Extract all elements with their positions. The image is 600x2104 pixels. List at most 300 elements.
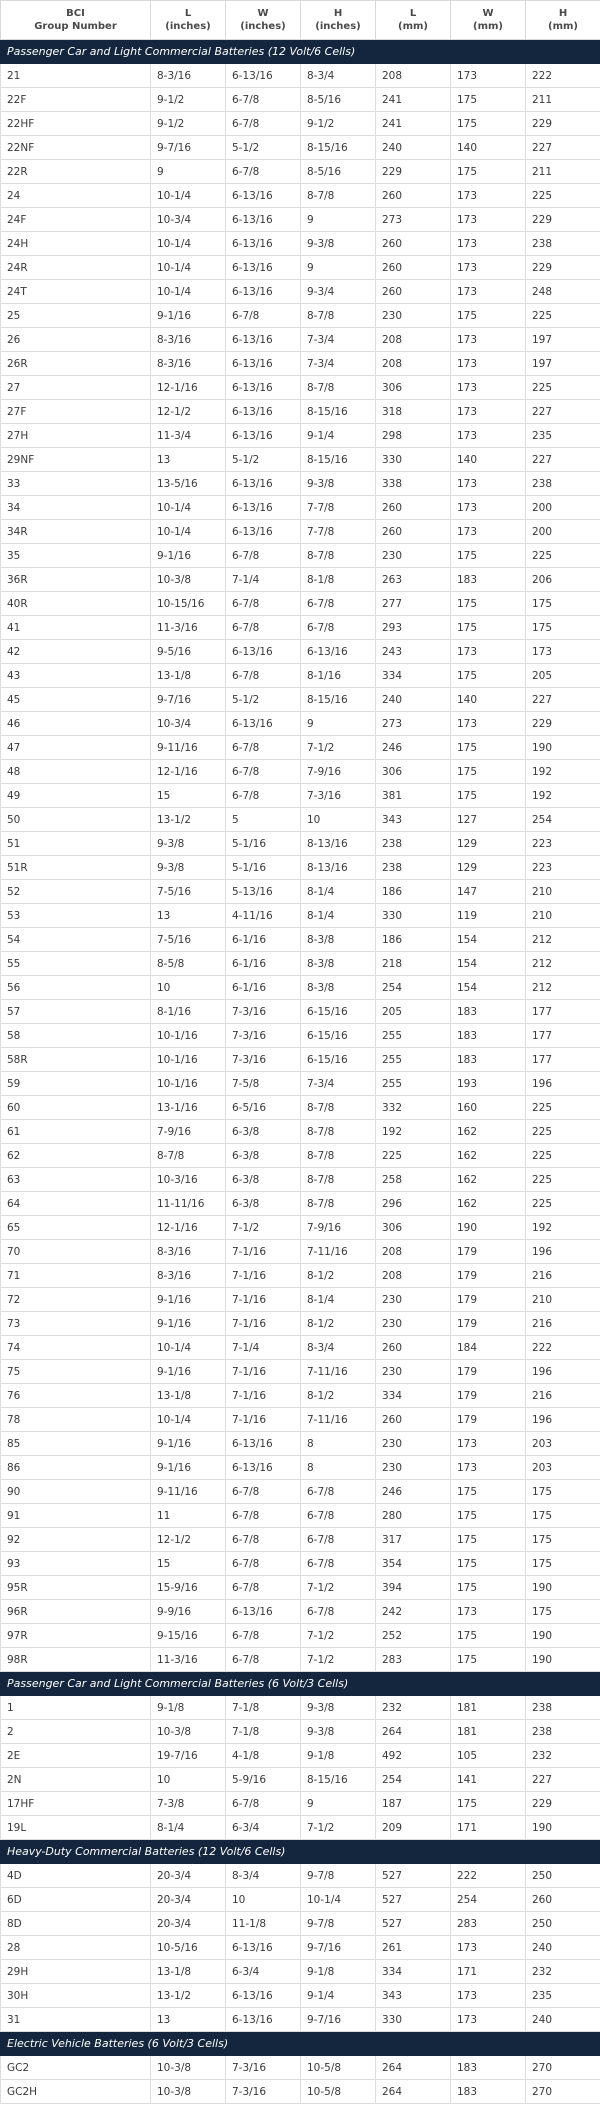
cell-group-number: 6D xyxy=(1,1888,151,1912)
table-row xyxy=(1,280,600,304)
cell-width-in: 4-11/16 xyxy=(226,904,301,928)
cell-length-in: 8-3/16 xyxy=(151,328,226,352)
cell-width-mm: 175 xyxy=(451,760,526,784)
cell-length-in: 13-1/8 xyxy=(151,1960,226,1984)
cell-height-in: 6-15/16 xyxy=(301,1000,376,1024)
cell-width-in: 7-1/2 xyxy=(226,1216,301,1240)
cell-length-mm: 261 xyxy=(376,1936,451,1960)
header-label: L xyxy=(380,7,446,20)
cell-height-in: 8-3/8 xyxy=(301,952,376,976)
cell-width-mm: 105 xyxy=(451,1744,526,1768)
cell-height-mm: 211 xyxy=(526,160,600,184)
cell-height-in: 8-7/8 xyxy=(301,1192,376,1216)
header-unit: (inches) xyxy=(305,20,371,33)
cell-height-in: 9 xyxy=(301,712,376,736)
cell-height-mm: 225 xyxy=(526,376,600,400)
cell-height-mm: 196 xyxy=(526,1360,600,1384)
cell-group-number: 86 xyxy=(1,1456,151,1480)
cell-height-in: 8-15/16 xyxy=(301,136,376,160)
cell-group-number: 27F xyxy=(1,400,151,424)
cell-length-mm: 273 xyxy=(376,208,451,232)
cell-group-number: 85 xyxy=(1,1432,151,1456)
cell-length-mm: 330 xyxy=(376,2008,451,2032)
cell-group-number: 24 xyxy=(1,184,151,208)
cell-length-mm: 394 xyxy=(376,1576,451,1600)
cell-width-in: 6-13/16 xyxy=(226,520,301,544)
cell-length-in: 10-3/8 xyxy=(151,1720,226,1744)
cell-width-mm: 154 xyxy=(451,952,526,976)
cell-height-mm: 227 xyxy=(526,400,600,424)
cell-width-mm: 173 xyxy=(451,400,526,424)
cell-height-in: 8-1/8 xyxy=(301,568,376,592)
table-row xyxy=(1,1360,600,1384)
cell-height-in: 7-1/2 xyxy=(301,1624,376,1648)
table-row xyxy=(1,880,600,904)
cell-width-in: 7-1/8 xyxy=(226,1720,301,1744)
cell-width-mm: 179 xyxy=(451,1408,526,1432)
cell-length-mm: 254 xyxy=(376,1768,451,1792)
cell-height-in: 7-3/4 xyxy=(301,352,376,376)
table-body xyxy=(1,40,600,2104)
cell-width-in: 7-3/16 xyxy=(226,1000,301,1024)
cell-height-in: 9-7/16 xyxy=(301,1936,376,1960)
cell-width-in: 8-3/4 xyxy=(226,1864,301,1888)
cell-length-in: 10-1/4 xyxy=(151,520,226,544)
cell-group-number: 24R xyxy=(1,256,151,280)
cell-length-mm: 241 xyxy=(376,112,451,136)
cell-height-mm: 196 xyxy=(526,1408,600,1432)
table-row xyxy=(1,1144,600,1168)
cell-height-mm: 225 xyxy=(526,1192,600,1216)
table-row xyxy=(1,832,600,856)
cell-width-mm: 179 xyxy=(451,1312,526,1336)
cell-width-in: 6-3/8 xyxy=(226,1144,301,1168)
cell-height-mm: 235 xyxy=(526,424,600,448)
section-header-row xyxy=(1,40,600,64)
cell-height-in: 6-15/16 xyxy=(301,1024,376,1048)
cell-length-mm: 273 xyxy=(376,712,451,736)
cell-width-mm: 173 xyxy=(451,376,526,400)
cell-group-number: 98R xyxy=(1,1648,151,1672)
cell-height-mm: 192 xyxy=(526,784,600,808)
cell-length-mm: 260 xyxy=(376,232,451,256)
cell-width-in: 6-5/16 xyxy=(226,1096,301,1120)
cell-width-in: 6-13/16 xyxy=(226,352,301,376)
section-header-row xyxy=(1,1672,600,1696)
table-row xyxy=(1,1168,600,1192)
header-label: BCI xyxy=(5,7,146,20)
cell-width-mm: 129 xyxy=(451,856,526,880)
cell-height-in: 6-7/8 xyxy=(301,592,376,616)
section-title: Passenger Car and Light Commercial Batteries (12 Volt/6 Cells) xyxy=(1,40,600,64)
cell-group-number: 45 xyxy=(1,688,151,712)
header-length-in xyxy=(151,1,226,40)
cell-length-in: 10-1/4 xyxy=(151,280,226,304)
cell-length-in: 12-1/16 xyxy=(151,760,226,784)
cell-height-in: 8-7/8 xyxy=(301,1144,376,1168)
cell-width-in: 5-13/16 xyxy=(226,880,301,904)
cell-length-in: 10-15/16 xyxy=(151,592,226,616)
table-row xyxy=(1,1504,600,1528)
cell-width-in: 6-7/8 xyxy=(226,88,301,112)
cell-height-in: 8-13/16 xyxy=(301,832,376,856)
cell-group-number: 28 xyxy=(1,1936,151,1960)
cell-width-mm: 175 xyxy=(451,1792,526,1816)
cell-group-number: 58 xyxy=(1,1024,151,1048)
cell-height-mm: 216 xyxy=(526,1384,600,1408)
table-row xyxy=(1,2056,600,2080)
cell-height-mm: 222 xyxy=(526,1336,600,1360)
header-length-mm xyxy=(376,1,451,40)
header-unit: (mm) xyxy=(455,20,521,33)
cell-height-in: 8-7/8 xyxy=(301,376,376,400)
table-row xyxy=(1,232,600,256)
table-row xyxy=(1,1480,600,1504)
table-row xyxy=(1,160,600,184)
cell-width-in: 5-1/16 xyxy=(226,856,301,880)
cell-width-in: 6-7/8 xyxy=(226,736,301,760)
cell-length-in: 8-7/8 xyxy=(151,1144,226,1168)
cell-width-mm: 175 xyxy=(451,544,526,568)
cell-width-in: 6-13/16 xyxy=(226,496,301,520)
cell-width-in: 6-13/16 xyxy=(226,328,301,352)
cell-width-mm: 193 xyxy=(451,1072,526,1096)
cell-height-mm: 173 xyxy=(526,640,600,664)
cell-height-in: 7-1/2 xyxy=(301,1648,376,1672)
section-title: Passenger Car and Light Commercial Batteries (6 Volt/3 Cells) xyxy=(1,1672,600,1696)
cell-width-in: 6-3/8 xyxy=(226,1120,301,1144)
cell-width-mm: 175 xyxy=(451,616,526,640)
cell-width-mm: 175 xyxy=(451,1480,526,1504)
table-row xyxy=(1,1768,600,1792)
cell-length-in: 7-3/8 xyxy=(151,1792,226,1816)
table-row xyxy=(1,304,600,328)
cell-width-mm: 179 xyxy=(451,1360,526,1384)
header-height-mm xyxy=(526,1,600,40)
cell-height-in: 7-7/8 xyxy=(301,520,376,544)
table-row xyxy=(1,856,600,880)
table-row xyxy=(1,184,600,208)
cell-length-mm: 330 xyxy=(376,448,451,472)
cell-length-in: 10-1/4 xyxy=(151,1408,226,1432)
table-row xyxy=(1,2080,600,2104)
cell-width-in: 6-7/8 xyxy=(226,1576,301,1600)
cell-group-number: 72 xyxy=(1,1288,151,1312)
table-row xyxy=(1,64,600,88)
cell-height-mm: 210 xyxy=(526,904,600,928)
cell-width-in: 7-1/16 xyxy=(226,1360,301,1384)
cell-length-mm: 208 xyxy=(376,1240,451,1264)
cell-height-in: 7-7/8 xyxy=(301,496,376,520)
cell-length-mm: 230 xyxy=(376,1288,451,1312)
cell-group-number: 62 xyxy=(1,1144,151,1168)
cell-length-mm: 260 xyxy=(376,280,451,304)
cell-length-mm: 260 xyxy=(376,256,451,280)
table-row xyxy=(1,1816,600,1840)
cell-width-mm: 283 xyxy=(451,1912,526,1936)
cell-width-in: 7-5/8 xyxy=(226,1072,301,1096)
table-row xyxy=(1,1744,600,1768)
cell-height-mm: 225 xyxy=(526,1144,600,1168)
cell-length-mm: 232 xyxy=(376,1696,451,1720)
cell-group-number: 2E xyxy=(1,1744,151,1768)
cell-width-in: 7-1/16 xyxy=(226,1408,301,1432)
cell-length-in: 9-1/16 xyxy=(151,1312,226,1336)
cell-width-in: 5-1/2 xyxy=(226,448,301,472)
cell-width-mm: 173 xyxy=(451,1456,526,1480)
cell-height-mm: 260 xyxy=(526,1888,600,1912)
table-row xyxy=(1,448,600,472)
cell-length-mm: 317 xyxy=(376,1528,451,1552)
cell-length-in: 8-1/16 xyxy=(151,1000,226,1024)
cell-length-mm: 381 xyxy=(376,784,451,808)
cell-width-mm: 173 xyxy=(451,328,526,352)
cell-width-in: 6-3/8 xyxy=(226,1192,301,1216)
cell-width-mm: 175 xyxy=(451,304,526,328)
cell-width-mm: 173 xyxy=(451,424,526,448)
cell-width-in: 5-1/16 xyxy=(226,832,301,856)
cell-length-mm: 186 xyxy=(376,880,451,904)
cell-width-mm: 127 xyxy=(451,808,526,832)
cell-height-in: 9-1/8 xyxy=(301,1960,376,1984)
cell-height-mm: 190 xyxy=(526,736,600,760)
cell-width-in: 5-1/2 xyxy=(226,136,301,160)
cell-height-in: 9-7/8 xyxy=(301,1864,376,1888)
cell-group-number: 61 xyxy=(1,1120,151,1144)
table-row xyxy=(1,1600,600,1624)
section-title: Heavy-Duty Commercial Batteries (12 Volt/6 Cells) xyxy=(1,1840,600,1864)
cell-width-mm: 173 xyxy=(451,352,526,376)
cell-length-mm: 260 xyxy=(376,1408,451,1432)
cell-group-number: 52 xyxy=(1,880,151,904)
cell-height-in: 6-7/8 xyxy=(301,1552,376,1576)
header-label: H xyxy=(305,7,371,20)
table-row xyxy=(1,1072,600,1096)
table-row xyxy=(1,1960,600,1984)
cell-length-in: 9-15/16 xyxy=(151,1624,226,1648)
cell-height-mm: 227 xyxy=(526,1768,600,1792)
table-row xyxy=(1,1408,600,1432)
cell-length-mm: 527 xyxy=(376,1912,451,1936)
cell-width-mm: 162 xyxy=(451,1120,526,1144)
cell-length-in: 10 xyxy=(151,1768,226,1792)
cell-group-number: 71 xyxy=(1,1264,151,1288)
cell-height-mm: 232 xyxy=(526,1960,600,1984)
cell-height-in: 7-1/2 xyxy=(301,1816,376,1840)
cell-width-in: 6-3/4 xyxy=(226,1816,301,1840)
cell-length-mm: 218 xyxy=(376,952,451,976)
cell-height-mm: 210 xyxy=(526,1288,600,1312)
cell-length-mm: 240 xyxy=(376,688,451,712)
cell-length-mm: 230 xyxy=(376,304,451,328)
cell-group-number: 54 xyxy=(1,928,151,952)
cell-group-number: 27H xyxy=(1,424,151,448)
cell-width-in: 6-1/16 xyxy=(226,928,301,952)
cell-width-in: 4-1/8 xyxy=(226,1744,301,1768)
cell-height-in: 6-15/16 xyxy=(301,1048,376,1072)
table-row xyxy=(1,1432,600,1456)
cell-group-number: 65 xyxy=(1,1216,151,1240)
header-unit: (inches) xyxy=(155,20,221,33)
cell-width-mm: 173 xyxy=(451,712,526,736)
cell-height-in: 7-1/2 xyxy=(301,736,376,760)
cell-height-in: 9 xyxy=(301,208,376,232)
cell-width-mm: 175 xyxy=(451,784,526,808)
cell-width-mm: 183 xyxy=(451,2080,526,2104)
cell-length-in: 13 xyxy=(151,904,226,928)
cell-width-in: 5-9/16 xyxy=(226,1768,301,1792)
cell-length-mm: 240 xyxy=(376,136,451,160)
cell-width-in: 6-7/8 xyxy=(226,664,301,688)
cell-height-in: 8-7/8 xyxy=(301,544,376,568)
cell-width-mm: 173 xyxy=(451,208,526,232)
cell-height-mm: 232 xyxy=(526,1744,600,1768)
cell-length-in: 10-5/16 xyxy=(151,1936,226,1960)
cell-height-in: 9-7/16 xyxy=(301,2008,376,2032)
cell-group-number: 22HF xyxy=(1,112,151,136)
cell-height-in: 7-1/2 xyxy=(301,1576,376,1600)
cell-width-in: 7-3/16 xyxy=(226,1024,301,1048)
table-row xyxy=(1,544,600,568)
cell-length-mm: 241 xyxy=(376,88,451,112)
cell-length-in: 7-5/16 xyxy=(151,880,226,904)
cell-group-number: 57 xyxy=(1,1000,151,1024)
cell-length-in: 13-1/2 xyxy=(151,808,226,832)
cell-height-in: 10 xyxy=(301,808,376,832)
table-row xyxy=(1,1648,600,1672)
cell-height-mm: 212 xyxy=(526,928,600,952)
cell-height-in: 6-7/8 xyxy=(301,1480,376,1504)
cell-length-mm: 186 xyxy=(376,928,451,952)
table-row xyxy=(1,1000,600,1024)
cell-width-in: 7-1/16 xyxy=(226,1384,301,1408)
cell-group-number: 2 xyxy=(1,1720,151,1744)
header-unit: (inches) xyxy=(230,20,296,33)
table-row xyxy=(1,352,600,376)
cell-group-number: 31 xyxy=(1,2008,151,2032)
cell-group-number: 36R xyxy=(1,568,151,592)
table-row xyxy=(1,760,600,784)
cell-height-in: 8-1/2 xyxy=(301,1312,376,1336)
cell-group-number: 21 xyxy=(1,64,151,88)
cell-height-in: 8-15/16 xyxy=(301,448,376,472)
cell-width-mm: 171 xyxy=(451,1816,526,1840)
cell-group-number: 2N xyxy=(1,1768,151,1792)
cell-height-mm: 175 xyxy=(526,1600,600,1624)
cell-length-in: 12-1/2 xyxy=(151,1528,226,1552)
table-row xyxy=(1,1336,600,1360)
cell-width-in: 6-7/8 xyxy=(226,1504,301,1528)
cell-length-in: 8-3/16 xyxy=(151,1240,226,1264)
cell-length-mm: 354 xyxy=(376,1552,451,1576)
cell-length-mm: 280 xyxy=(376,1504,451,1528)
table-row xyxy=(1,1384,600,1408)
cell-width-mm: 183 xyxy=(451,1048,526,1072)
cell-group-number: 70 xyxy=(1,1240,151,1264)
cell-length-in: 10-3/8 xyxy=(151,2080,226,2104)
cell-group-number: 50 xyxy=(1,808,151,832)
header-height-in xyxy=(301,1,376,40)
cell-width-in: 6-13/16 xyxy=(226,400,301,424)
cell-width-in: 6-1/16 xyxy=(226,952,301,976)
cell-height-in: 7-3/4 xyxy=(301,328,376,352)
cell-height-mm: 229 xyxy=(526,112,600,136)
cell-width-in: 10 xyxy=(226,1888,301,1912)
cell-height-in: 8-1/2 xyxy=(301,1384,376,1408)
cell-height-in: 8 xyxy=(301,1456,376,1480)
cell-length-in: 13-1/16 xyxy=(151,1096,226,1120)
cell-length-in: 13-5/16 xyxy=(151,472,226,496)
table-row xyxy=(1,928,600,952)
cell-width-in: 7-3/16 xyxy=(226,2056,301,2080)
cell-height-mm: 175 xyxy=(526,1552,600,1576)
cell-height-mm: 225 xyxy=(526,1120,600,1144)
cell-height-in: 8-1/2 xyxy=(301,1264,376,1288)
cell-width-mm: 179 xyxy=(451,1384,526,1408)
cell-length-in: 15 xyxy=(151,1552,226,1576)
cell-group-number: 24T xyxy=(1,280,151,304)
cell-length-mm: 208 xyxy=(376,1264,451,1288)
cell-height-in: 8-1/4 xyxy=(301,880,376,904)
cell-height-mm: 225 xyxy=(526,184,600,208)
cell-height-mm: 196 xyxy=(526,1072,600,1096)
cell-height-mm: 240 xyxy=(526,2008,600,2032)
table-row xyxy=(1,1216,600,1240)
cell-group-number: 91 xyxy=(1,1504,151,1528)
cell-length-in: 10-3/8 xyxy=(151,2056,226,2080)
cell-length-in: 10-1/4 xyxy=(151,1336,226,1360)
cell-height-in: 8-15/16 xyxy=(301,400,376,424)
cell-width-in: 6-1/16 xyxy=(226,976,301,1000)
cell-length-in: 9-1/8 xyxy=(151,1696,226,1720)
cell-height-in: 9 xyxy=(301,256,376,280)
cell-width-in: 6-7/8 xyxy=(226,1480,301,1504)
cell-group-number: 33 xyxy=(1,472,151,496)
cell-height-in: 7-9/16 xyxy=(301,760,376,784)
table-row xyxy=(1,1024,600,1048)
table-row xyxy=(1,640,600,664)
cell-length-mm: 230 xyxy=(376,1312,451,1336)
cell-height-mm: 190 xyxy=(526,1816,600,1840)
cell-height-in: 6-7/8 xyxy=(301,616,376,640)
cell-length-in: 11-11/16 xyxy=(151,1192,226,1216)
cell-width-in: 6-7/8 xyxy=(226,760,301,784)
cell-length-in: 9-1/16 xyxy=(151,544,226,568)
table-row xyxy=(1,1120,600,1144)
cell-height-in: 7-11/16 xyxy=(301,1360,376,1384)
table-row xyxy=(1,1528,600,1552)
cell-height-mm: 223 xyxy=(526,856,600,880)
cell-height-mm: 225 xyxy=(526,1168,600,1192)
cell-group-number: 55 xyxy=(1,952,151,976)
header-width-mm xyxy=(451,1,526,40)
cell-width-in: 6-13/16 xyxy=(226,256,301,280)
cell-length-mm: 255 xyxy=(376,1024,451,1048)
cell-length-mm: 343 xyxy=(376,808,451,832)
cell-height-mm: 270 xyxy=(526,2080,600,2104)
table-row xyxy=(1,1048,600,1072)
cell-width-mm: 162 xyxy=(451,1168,526,1192)
cell-length-in: 11 xyxy=(151,1504,226,1528)
cell-height-mm: 238 xyxy=(526,1696,600,1720)
cell-height-mm: 238 xyxy=(526,1720,600,1744)
cell-height-in: 6-7/8 xyxy=(301,1600,376,1624)
cell-height-mm: 192 xyxy=(526,1216,600,1240)
cell-length-mm: 343 xyxy=(376,1984,451,2008)
cell-height-in: 10-1/4 xyxy=(301,1888,376,1912)
cell-width-mm: 175 xyxy=(451,1504,526,1528)
cell-width-in: 6-7/8 xyxy=(226,1624,301,1648)
